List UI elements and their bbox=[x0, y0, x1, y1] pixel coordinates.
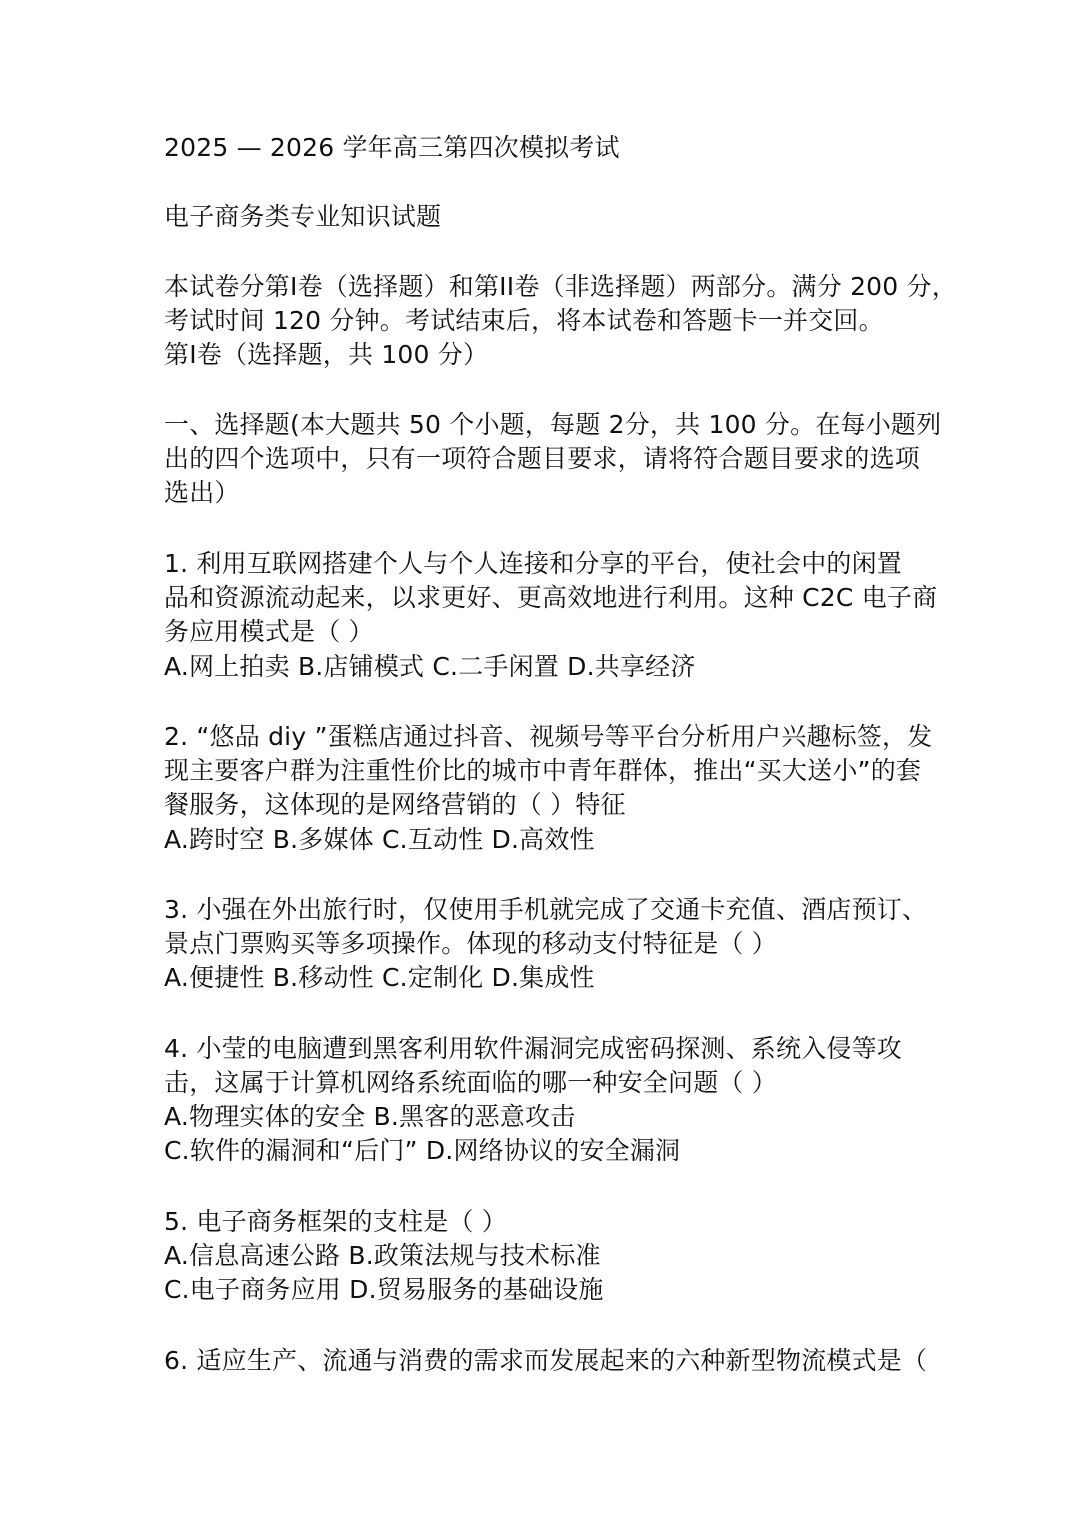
question-6-line-1: 6. 适应生产、流通与消费的需求而发展起来的六种新型物流模式是（ bbox=[164, 1346, 928, 1375]
question-1-line-3: 务应用模式是（ ） bbox=[164, 617, 374, 646]
intro-line-2: 考试时间 120 分钟。考试结束后，将本试卷和答题卡一并交回。 bbox=[164, 306, 884, 335]
question-2-options: A.跨时空 B.多媒体 C.互动性 D.高效性 bbox=[164, 825, 595, 854]
section-instructions-line-2: 出的四个选项中，只有一项符合题目要求，请将符合题目要求的选项 bbox=[164, 444, 921, 473]
question-5-options-1: A.信息高速公路 B.政策法规与技术标准 bbox=[164, 1241, 601, 1270]
question-2-line-1: 2. “悠品 diy ”蛋糕店通过抖音、视频号等平台分析用户兴趣标签，发 bbox=[164, 722, 933, 751]
question-3-line-2: 景点门票购买等多项操作。体现的移动支付特征是（ ） bbox=[164, 929, 777, 958]
question-4-options-1: A.物理实体的安全 B.黑客的恶意攻击 bbox=[164, 1102, 576, 1131]
exam-subject: 电子商务类专业知识试题 bbox=[164, 202, 442, 231]
question-1-line-2: 品和资源流动起来，以求更好、更高效地进行利用。这种 C2C 电子商 bbox=[164, 583, 938, 612]
question-4-line-2: 击，这属于计算机网络系统面临的哪一种安全问题（ ） bbox=[164, 1068, 777, 1097]
section-instructions-line-3: 选出） bbox=[164, 478, 240, 507]
question-2-line-3: 餐服务，这体现的是网络营销的（ ）特征 bbox=[164, 790, 626, 819]
exam-title: 2025 — 2026 学年高三第四次模拟考试 bbox=[164, 133, 620, 162]
intro-line-1: 本试卷分第I卷（选择题）和第II卷（非选择题）两部分。满分 200 分， bbox=[164, 272, 957, 301]
part-one-heading: 第I卷（选择题，共 100 分） bbox=[164, 340, 489, 369]
question-1-line-1: 1. 利用互联网搭建个人与个人连接和分享的平台，使社会中的闲置 bbox=[164, 549, 903, 578]
question-3-line-1: 3. 小强在外出旅行时，仅使用手机就完成了交通卡充值、酒店预订、 bbox=[164, 895, 928, 924]
question-4-line-1: 4. 小莹的电脑遭到黑客利用软件漏洞完成密码探测、系统入侵等攻 bbox=[164, 1034, 903, 1063]
question-4-options-2: C.软件的漏洞和“后门” D.网络协议的安全漏洞 bbox=[164, 1136, 681, 1165]
question-2-line-2: 现主要客户群为注重性价比的城市中青年群体，推出“买大送小”的套 bbox=[164, 756, 922, 785]
question-5-line-1: 5. 电子商务框架的支柱是（ ） bbox=[164, 1207, 507, 1236]
question-1-options: A.网上拍卖 B.店铺模式 C.二手闲置 D.共享经济 bbox=[164, 652, 696, 681]
question-3-options: A.便捷性 B.移动性 C.定制化 D.集成性 bbox=[164, 963, 595, 992]
section-instructions-line-1: 一、选择题(本大题共 50 个小题，每题 2分，共 100 分。在每小题列 bbox=[164, 410, 942, 439]
question-5-options-2: C.电子商务应用 D.贸易服务的基础设施 bbox=[164, 1275, 604, 1304]
